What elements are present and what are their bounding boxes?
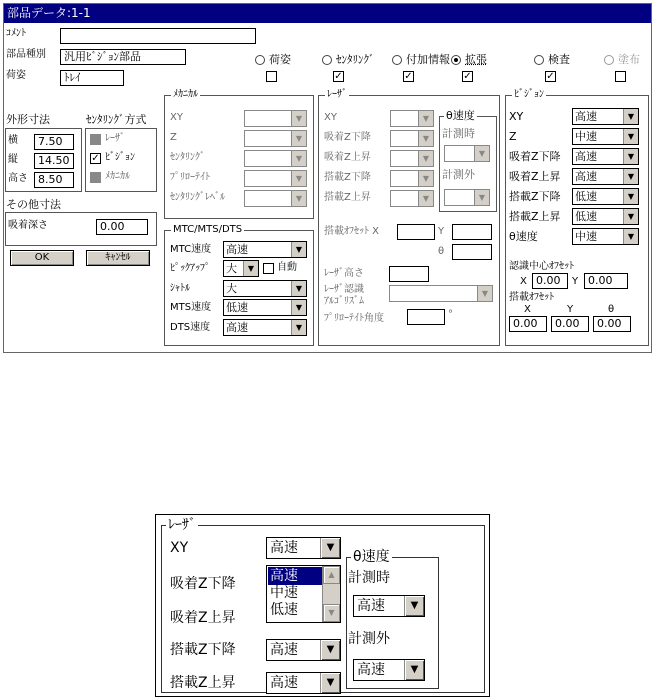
center-offset-x-input[interactable]: 0.00 [532, 273, 568, 289]
window-title: 部品データ:1-1 [4, 4, 651, 23]
height-input[interactable]: 8.50 [34, 172, 74, 188]
part-data-window [3, 3, 652, 353]
laser-height-input [389, 266, 429, 282]
vision-option-label: ﾋﾞｼﾞｮﾝ [105, 152, 135, 163]
mtc-speed-label: MTC速度 [170, 244, 212, 255]
shuttle-label: ｼｬﾄﾙ [170, 283, 190, 294]
mode-radio-4[interactable] [534, 55, 544, 65]
mode-radio-5 [604, 55, 614, 65]
cancel-button[interactable]: ｷｬﾝｾﾙ [86, 250, 150, 266]
vision-row-select-5[interactable]: 低速 ▼ [572, 208, 639, 225]
mechanical-row-label-4: ｾﾝﾀﾘﾝｸﾞﾚﾍﾞﾙ [170, 192, 225, 203]
auto-label: 自動 [277, 262, 297, 273]
zoom-row-select-4[interactable]: 高速 ▼ [266, 672, 341, 694]
vision-row-select-0[interactable]: 高速 ▼ [572, 108, 639, 125]
vision-row-select-6[interactable]: 中速 ▼ [572, 228, 639, 245]
centering-title: ｾﾝﾀﾘﾝｸﾞ方式 [86, 113, 147, 126]
laser-row-label-4: 搭載Z上昇 [324, 192, 371, 203]
zoom-row-label-3: 搭載Z下降 [170, 642, 236, 658]
mount-offset-label: 搭載ｵﾌｾｯﾄ [509, 292, 554, 303]
mechanical-row-select-4: ▼ [244, 190, 307, 207]
vision-row-select-1[interactable]: 中速 ▼ [572, 128, 639, 145]
vision-row-label-3: 吸着Z上昇 [509, 170, 561, 183]
width-input[interactable]: 7.50 [34, 134, 74, 150]
pickup-select[interactable]: 大 ▼ [223, 260, 259, 277]
mtc-speed-select[interactable]: 高速 ▼ [223, 241, 307, 258]
mechanical-row-select-2: ▼ [244, 150, 307, 167]
center-offset-label: 認識中心ｵﾌｾｯﾄ [509, 261, 574, 272]
outline-title: 外形寸法 [6, 113, 50, 126]
part-type-input[interactable]: 汎用ﾋﾞｼﾞｮﾝ部品 [60, 49, 186, 65]
mode-label-0: 荷姿 [269, 53, 291, 66]
mount-offset-theta-label: θ [608, 304, 615, 315]
laser-offset-label: 搭載ｵﾌｾｯﾄ X [324, 226, 380, 237]
center-offset-x-label: X [520, 276, 527, 287]
dts-speed-select[interactable]: 高速 ▼ [223, 319, 307, 336]
zoom-not-measuring-label: 計測外 [348, 631, 390, 647]
not-measuring-select: ▼ [444, 189, 490, 206]
mechanical-row-label-2: ｾﾝﾀﾘﾝｸﾞ [170, 152, 205, 163]
orientation-label: 荷姿 [6, 70, 26, 81]
laser-offset-y-input [452, 224, 492, 240]
not-measuring-label: 計測外 [442, 168, 475, 181]
vision-row-label-4: 搭載Z下降 [509, 190, 561, 203]
laser-row-select-4: ▼ [390, 190, 434, 207]
laser-height-label: ﾚｰｻﾞ高さ [324, 268, 364, 279]
mode-checkbox-5[interactable] [615, 71, 626, 82]
dropdown-option-1[interactable]: 中速 [270, 585, 298, 601]
mode-radio-3[interactable] [451, 55, 461, 65]
measuring-select: ▼ [444, 145, 490, 162]
mechanical-row-select-1: ▼ [244, 130, 307, 147]
zoom-row-label-2: 吸着Z上昇 [170, 610, 236, 626]
laser-offset-theta-input [452, 244, 492, 260]
mechanical-title: ﾒｶﾆｶﾙ [173, 89, 198, 100]
vision-row-label-5: 搭載Z上昇 [509, 210, 561, 223]
laser-option-label: ﾚｰｻﾞ [105, 133, 125, 144]
mode-radio-0[interactable] [255, 55, 265, 65]
mode-checkbox-3[interactable]: ✓ [463, 71, 472, 82]
zoom-measuring-select[interactable]: 高速 ▼ [353, 595, 425, 617]
mode-checkbox-0[interactable] [266, 71, 277, 82]
algo-select: ▼ [389, 285, 493, 302]
other-title: その他寸法 [6, 198, 61, 211]
vision-row-select-4[interactable]: 低速 ▼ [572, 188, 639, 205]
dts-speed-label: DTS速度 [170, 322, 211, 333]
length-label: 縦 [8, 154, 18, 165]
center-offset-y-label: Y [572, 276, 579, 287]
measuring-label: 計測時 [442, 127, 475, 140]
mount-offset-y-input[interactable]: 0.00 [551, 316, 589, 332]
algo-label-1: ﾚｰｻﾞ認識 [324, 284, 364, 295]
mode-label-4: 検査 [548, 53, 570, 66]
zoom-row-select-3[interactable]: 高速 ▼ [266, 639, 341, 661]
mount-offset-theta-input[interactable]: 0.00 [593, 316, 631, 332]
shuttle-select[interactable]: 大 ▼ [223, 280, 307, 297]
height-label: 高さ [8, 173, 28, 184]
degree-label: ° [448, 309, 453, 320]
laser-row-label-0: XY [324, 112, 337, 123]
orientation-input[interactable]: ﾄﾚｲ [60, 70, 124, 86]
prerot-angle-input [407, 309, 445, 325]
zoom-row-label-0: XY [170, 540, 189, 556]
depth-label: 吸着深さ [8, 220, 48, 231]
mode-checkbox-1[interactable]: ✓ [334, 71, 343, 82]
zoom-row-select-0[interactable]: 高速 ▼ [266, 537, 341, 559]
laser-title: ﾚｰｻﾞ [327, 89, 347, 100]
vision-row-label-6: θ速度 [509, 230, 538, 243]
mechanical-row-select-3: ▼ [244, 170, 307, 187]
xy-dropdown-list [266, 565, 341, 623]
laser-zoom-panel [155, 514, 490, 697]
vision-row-label-2: 吸着Z下降 [509, 150, 561, 163]
vision-row-label-1: Z [509, 130, 517, 143]
zoom-row-label-1: 吸着Z下降 [170, 576, 236, 592]
dropdown-option-0[interactable]: 高速 [268, 567, 322, 585]
comment-label: ｺﾒﾝﾄ [6, 28, 26, 39]
mount-offset-x-input[interactable]: 0.00 [509, 316, 547, 332]
vision-row-select-3[interactable]: 高速 ▼ [572, 168, 639, 185]
mode-checkbox-4[interactable]: ✓ [546, 71, 555, 82]
mode-label-3: 拡張 [465, 53, 487, 66]
mts-speed-label: MTS速度 [170, 302, 212, 313]
mode-label-2: 付加情報 [406, 53, 450, 66]
mechanical-row-label-0: XY [170, 112, 183, 123]
laser-row-select-1: ▼ [390, 130, 434, 147]
scroll-up-icon[interactable]: ▲ [323, 566, 340, 584]
mount-offset-x-label: X [524, 304, 531, 315]
zoom-row-label-4: 搭載Z上昇 [170, 675, 236, 691]
vision-title: ﾋﾞｼﾞｮﾝ [514, 89, 544, 100]
mode-checkbox-2[interactable]: ✓ [404, 71, 413, 82]
part-type-label: 部品種別 [6, 49, 46, 60]
dropdown-scrollbar[interactable] [322, 566, 340, 622]
mtc-title: MTC/MTS/DTS [173, 224, 243, 235]
mount-offset-y-label: Y [567, 304, 574, 315]
depth-input[interactable]: 0.00 [96, 219, 148, 235]
zoom-theta-title: θ速度 [353, 549, 390, 565]
ok-button[interactable]: OK [10, 250, 74, 266]
scroll-down-icon[interactable]: ▼ [323, 604, 340, 622]
laser-row-select-3: ▼ [390, 170, 434, 187]
comment-input[interactable] [60, 28, 256, 44]
mechanical-row-label-1: Z [170, 132, 177, 143]
mechanical-option-label: ﾒｶﾆｶﾙ [105, 171, 130, 182]
laser-row-label-2: 吸着Z上昇 [324, 152, 371, 163]
zoom-measuring-label: 計測時 [348, 570, 390, 586]
mechanical-checkbox [90, 172, 101, 183]
laser-row-label-1: 吸着Z下降 [324, 132, 371, 143]
laser-row-select-0: ▼ [390, 110, 434, 127]
auto-checkbox[interactable] [263, 263, 274, 274]
width-label: 横 [8, 135, 18, 146]
laser-row-label-3: 搭載Z下降 [324, 172, 371, 183]
length-input[interactable]: 14.50 [34, 153, 74, 169]
laser-row-select-2: ▼ [390, 150, 434, 167]
laser-checkbox [90, 134, 101, 145]
vision-row-select-2[interactable]: 高速 ▼ [572, 148, 639, 165]
mode-radio-2[interactable] [392, 55, 402, 65]
algo-label-2: ｱﾙｺﾞﾘｽﾞﾑ [324, 296, 364, 307]
theta-title: θ速度 [446, 109, 475, 122]
laser-zoom-title: ﾚｰｻﾞ [168, 517, 196, 533]
laser-offset-theta-label: θ [438, 246, 445, 257]
mechanical-row-select-0: ▼ [244, 110, 307, 127]
zoom-not-measuring-select[interactable]: 高速 ▼ [353, 659, 425, 681]
laser-offset-x-input [397, 224, 435, 240]
mode-label-5: 塗布 [618, 53, 640, 66]
mts-speed-select[interactable]: 低速 ▼ [223, 299, 307, 316]
laser-offset-y-label: Y [438, 226, 445, 237]
prerot-angle-label: ﾌﾟﾘﾛｰﾃｲﾄ角度 [324, 313, 384, 324]
mode-label-1: ｾﾝﾀﾘﾝｸﾞ [336, 53, 375, 66]
center-offset-y-input[interactable]: 0.00 [584, 273, 628, 289]
dropdown-option-2[interactable]: 低速 [270, 602, 298, 618]
vision-row-label-0: XY [509, 110, 524, 123]
vision-checkbox[interactable]: ✓ [91, 153, 100, 164]
mode-radio-1[interactable] [322, 55, 332, 65]
pickup-label: ﾋﾟｯｸｱｯﾌﾟ [170, 263, 210, 274]
mechanical-row-label-3: ﾌﾟﾘﾛｰﾃｲﾄ [170, 172, 210, 183]
